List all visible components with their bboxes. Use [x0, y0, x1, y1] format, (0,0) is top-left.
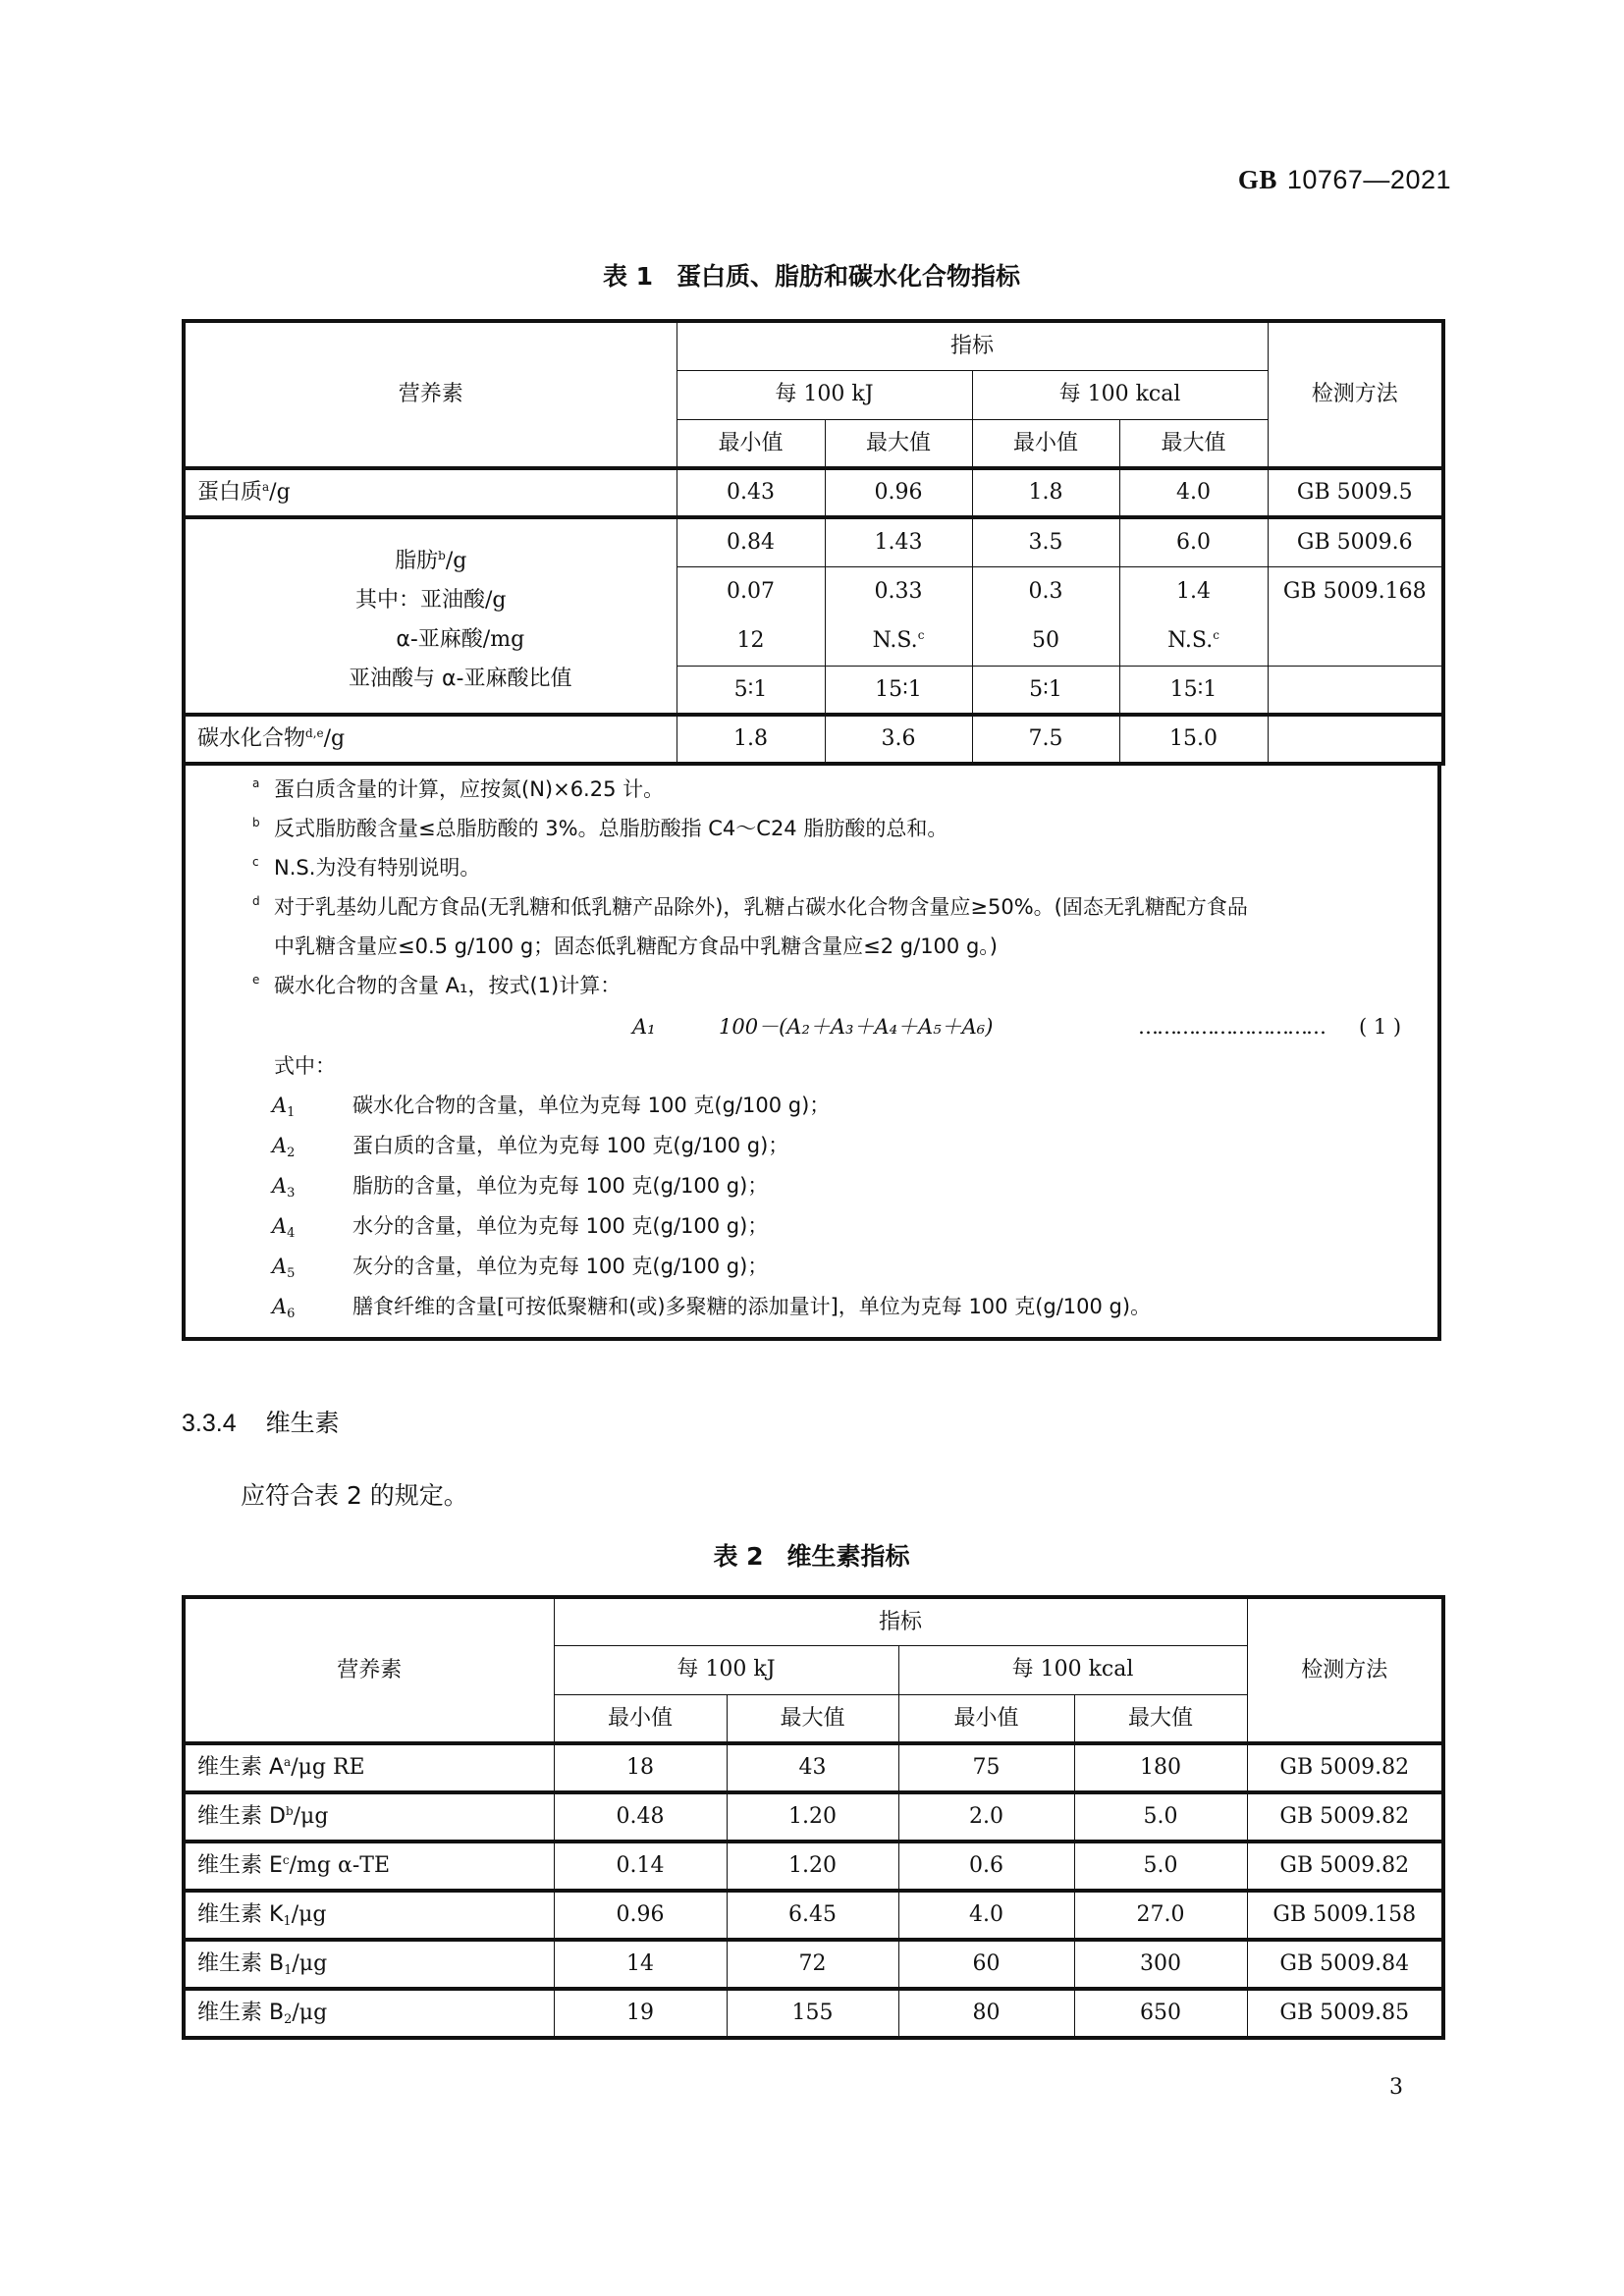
- section-number: 3.3.4: [182, 1410, 237, 1437]
- cell-kj-max: 15∶1: [825, 666, 972, 715]
- th-per-kcal: 每 100 kcal: [898, 1645, 1247, 1694]
- table1-caption: [182, 257, 1441, 293]
- table-row: [184, 468, 1443, 517]
- page-number: 3: [1389, 2075, 1403, 2100]
- cell-kj-min: 0.96: [554, 1891, 727, 1940]
- table2-number: 表 2: [713, 1542, 764, 1571]
- cell-kcal-max: 1.4 N.S.$^c$: [1119, 566, 1268, 666]
- cell-kcal-min: 80: [898, 1989, 1074, 2038]
- th-kcal-min: 最小值: [898, 1694, 1074, 1743]
- row-label-fat-group: 脂肪$^b$/g 其中：亚油酸/g α-亚麻酸/mg 亚油酸与 α-亚麻酸比值: [184, 517, 677, 715]
- cell-kj-max: 6.45: [727, 1891, 898, 1940]
- row-label: 维生素 $B_2/\mu g$: [184, 1989, 554, 2038]
- cell-method: GB 5009.85: [1247, 1989, 1443, 2038]
- cell-method: [1268, 715, 1443, 764]
- th-kj-min: 最小值: [554, 1694, 727, 1743]
- cell-kj-max: 155: [727, 1989, 898, 2038]
- cell-method: GB 5009.158: [1247, 1891, 1443, 1940]
- section-title: 维生素: [265, 1409, 340, 1437]
- row-label: 维生素 $E^c/mg$ α-TE: [184, 1842, 554, 1891]
- cell-method: GB 5009.82: [1247, 1743, 1443, 1792]
- note-d: d 对于乳基幼儿配方食品(无乳糖和低乳糖产品除外)，乳糖占碳水化合物含量应≥50%。(固态无乳糖配方食品: [252, 894, 1248, 919]
- cell-kcal-max: 15.0: [1119, 715, 1268, 764]
- standard-code: [1178, 165, 1451, 195]
- row-label: 碳水化合物$^{d,e}$/g: [184, 715, 677, 764]
- row-label: 维生素 $K_1/\mu g$: [184, 1891, 554, 1940]
- cell-kcal-max: 27.0: [1074, 1891, 1247, 1940]
- cell-kj-max: 1.20: [727, 1792, 898, 1842]
- cell-method: GB 5009.82: [1247, 1842, 1443, 1891]
- cell-kj-max: 0.96: [825, 468, 972, 517]
- th-kcal-max: 最大值: [1119, 419, 1268, 468]
- cell-kj-max: 72: [727, 1940, 898, 1989]
- section-body: 应符合表 2 的规定。: [241, 1481, 468, 1510]
- formula-leader: …………………………: [1138, 1015, 1325, 1039]
- cell-kj-min: 0.43: [677, 468, 825, 517]
- cell-kj-min: 1.8: [677, 715, 825, 764]
- cell-kj-max: 1.20: [727, 1842, 898, 1891]
- cell-kj-min: 5∶1: [677, 666, 825, 715]
- cell-kcal-min: 0.3 50: [972, 566, 1119, 666]
- row-label: 维生素 $A^a/\mu g$ RE: [184, 1743, 554, 1792]
- table2-caption: [182, 1537, 1441, 1573]
- cell-kcal-min: 4.0: [898, 1891, 1074, 1940]
- cell-kcal-min: 5∶1: [972, 666, 1119, 715]
- th-method: 检测方法: [1268, 321, 1443, 468]
- note-c: c N.S.为没有特别说明。: [252, 855, 481, 880]
- table-row: [184, 1743, 1443, 1792]
- section-heading: [182, 1404, 340, 1439]
- cell-kj-min: 14: [554, 1940, 727, 1989]
- formula-lhs: A₁: [632, 1015, 656, 1039]
- th-indicator: 指标: [554, 1597, 1247, 1645]
- th-kcal-min: 最小值: [972, 419, 1119, 468]
- table1-number: 表 1: [602, 262, 654, 291]
- cell-method: GB 5009.84: [1247, 1940, 1443, 1989]
- table-row: [184, 1891, 1443, 1940]
- cell-kj-max: 43: [727, 1743, 898, 1792]
- th-kj-min: 最小值: [677, 419, 825, 468]
- cell-kj-min: 0.84: [677, 517, 825, 566]
- th-per-kcal: 每 100 kcal: [972, 370, 1268, 419]
- cell-kcal-min: 1.8: [972, 468, 1119, 517]
- table2: [182, 1595, 1445, 2040]
- th-kcal-max: 最大值: [1074, 1694, 1247, 1743]
- table-row: [184, 517, 1443, 566]
- table1-notes: a 蛋白质含量的计算，应按氮(N)×6.25 计。 b 反式脂肪酸含量≤总脂肪酸的 3%。总脂肪酸指 C4～C24 脂肪酸的总和。 c N.S.为没有特别说明。 d 对于乳基幼儿配方食品(无乳糖和低乳糖产品除外)，乳糖占碳水化合物含量应≥50%。(固态无乳糖配方食品 中乳糖含量应≤0.5 g/100 g；固态低乳糖配方食品中乳糖含量应≤2 g/100 g。) e 碳水化合物的含量 A₁，按式(1)计算： A₁ 100－(A₂＋A₃＋A₄＋A₅＋A₆) ………………………… ( 1 ) 式中： $A_1$ 碳水化合物的含量，单位为克每 100 克(g/100 g)； $A_2$ 蛋白质的含量，单位为克每 100 克(g/100 g)； $A_3$ 脂肪的含量，单位为克每 100 克(g/100 g)； $A_4$ 水分的含量，单位为克每 100 克(g/100 g)； $A_5$ 灰分的含量，单位为克每 100 克(g/100 g)； $A_6$ 膳食纤维的含量[可按低聚糖和(或)多聚糖的添加量计]，单位为克每 100 克(g/100 g)。: [182, 766, 1441, 1341]
- th-method: 检测方法: [1247, 1597, 1443, 1743]
- table1: [182, 319, 1445, 766]
- cell-kj-max: 0.33 N.S.$^c$: [825, 566, 972, 666]
- cell-kj-max: 1.43: [825, 517, 972, 566]
- th-kj-max: 最大值: [825, 419, 972, 468]
- cell-kj-min: 0.48: [554, 1792, 727, 1842]
- th-nutrient: 营养素: [184, 1597, 554, 1743]
- note-b: b 反式脂肪酸含量≤总脂肪酸的 3%。总脂肪酸指 C4～C24 脂肪酸的总和。: [252, 816, 948, 840]
- cell-method: GB 5009.6: [1268, 517, 1443, 566]
- cell-kcal-min: 60: [898, 1940, 1074, 1989]
- cell-kcal-max: 5.0: [1074, 1842, 1247, 1891]
- cell-method: GB 5009.168: [1268, 566, 1443, 666]
- where-label: 式中：: [274, 1054, 336, 1078]
- cell-kcal-min: 0.6: [898, 1842, 1074, 1891]
- cell-kcal-max: 180: [1074, 1743, 1247, 1792]
- cell-kcal-min: 75: [898, 1743, 1074, 1792]
- cell-kcal-min: 7.5: [972, 715, 1119, 764]
- cell-method: GB 5009.82: [1247, 1792, 1443, 1842]
- cell-kcal-max: 5.0: [1074, 1792, 1247, 1842]
- th-kj-max: 最大值: [727, 1694, 898, 1743]
- cell-kcal-min: 3.5: [972, 517, 1119, 566]
- cell-kcal-max: 650: [1074, 1989, 1247, 2038]
- cell-kcal-max: 300: [1074, 1940, 1247, 1989]
- note-e: e 碳水化合物的含量 A₁，按式(1)计算：: [252, 973, 622, 997]
- cell-kcal-max: 15∶1: [1119, 666, 1268, 715]
- cell-kcal-min: 2.0: [898, 1792, 1074, 1842]
- standard-prefix: GB: [1237, 165, 1277, 194]
- note-d-cont: 中乳糖含量应≤0.5 g/100 g；固态低乳糖配方食品中乳糖含量应≤2 g/100 g。): [274, 934, 998, 958]
- row-label: 维生素 $D^b/\mu g$: [184, 1792, 554, 1842]
- standard-number: 10767—2021: [1286, 165, 1451, 194]
- table1-title: 蛋白质、脂肪和碳水化合物指标: [677, 262, 1021, 291]
- cell-kcal-max: 4.0: [1119, 468, 1268, 517]
- cell-kj-min: 19: [554, 1989, 727, 2038]
- cell-kj-min: 0.14: [554, 1842, 727, 1891]
- formula-rhs: 100－(A₂＋A₃＋A₄＋A₅＋A₆): [719, 1015, 994, 1039]
- cell-method: GB 5009.5: [1268, 468, 1443, 517]
- cell-method: [1268, 666, 1443, 715]
- note-a: a 蛋白质含量的计算，应按氮(N)×6.25 计。: [252, 776, 665, 801]
- th-nutrient: 营养素: [184, 321, 677, 468]
- row-label: 维生素 $B_1/\mu g$: [184, 1940, 554, 1989]
- cell-kj-max: 3.6: [825, 715, 972, 764]
- th-indicator: 指标: [677, 321, 1268, 370]
- cell-kj-min: 18: [554, 1743, 727, 1792]
- table-row: [184, 1792, 1443, 1842]
- row-label: 蛋白质$^a$/g: [184, 468, 677, 517]
- table-row: [184, 1940, 1443, 1989]
- cell-kcal-max: 6.0: [1119, 517, 1268, 566]
- table2-title: 维生素指标: [786, 1542, 910, 1571]
- th-per-kj: 每 100 kJ: [677, 370, 972, 419]
- table-row: [184, 1989, 1443, 2038]
- table-row: [184, 715, 1443, 764]
- th-per-kj: 每 100 kJ: [554, 1645, 898, 1694]
- table-row: [184, 1842, 1443, 1891]
- cell-kj-min: 0.07 12: [677, 566, 825, 666]
- formula-number: ( 1 ): [1359, 1015, 1402, 1039]
